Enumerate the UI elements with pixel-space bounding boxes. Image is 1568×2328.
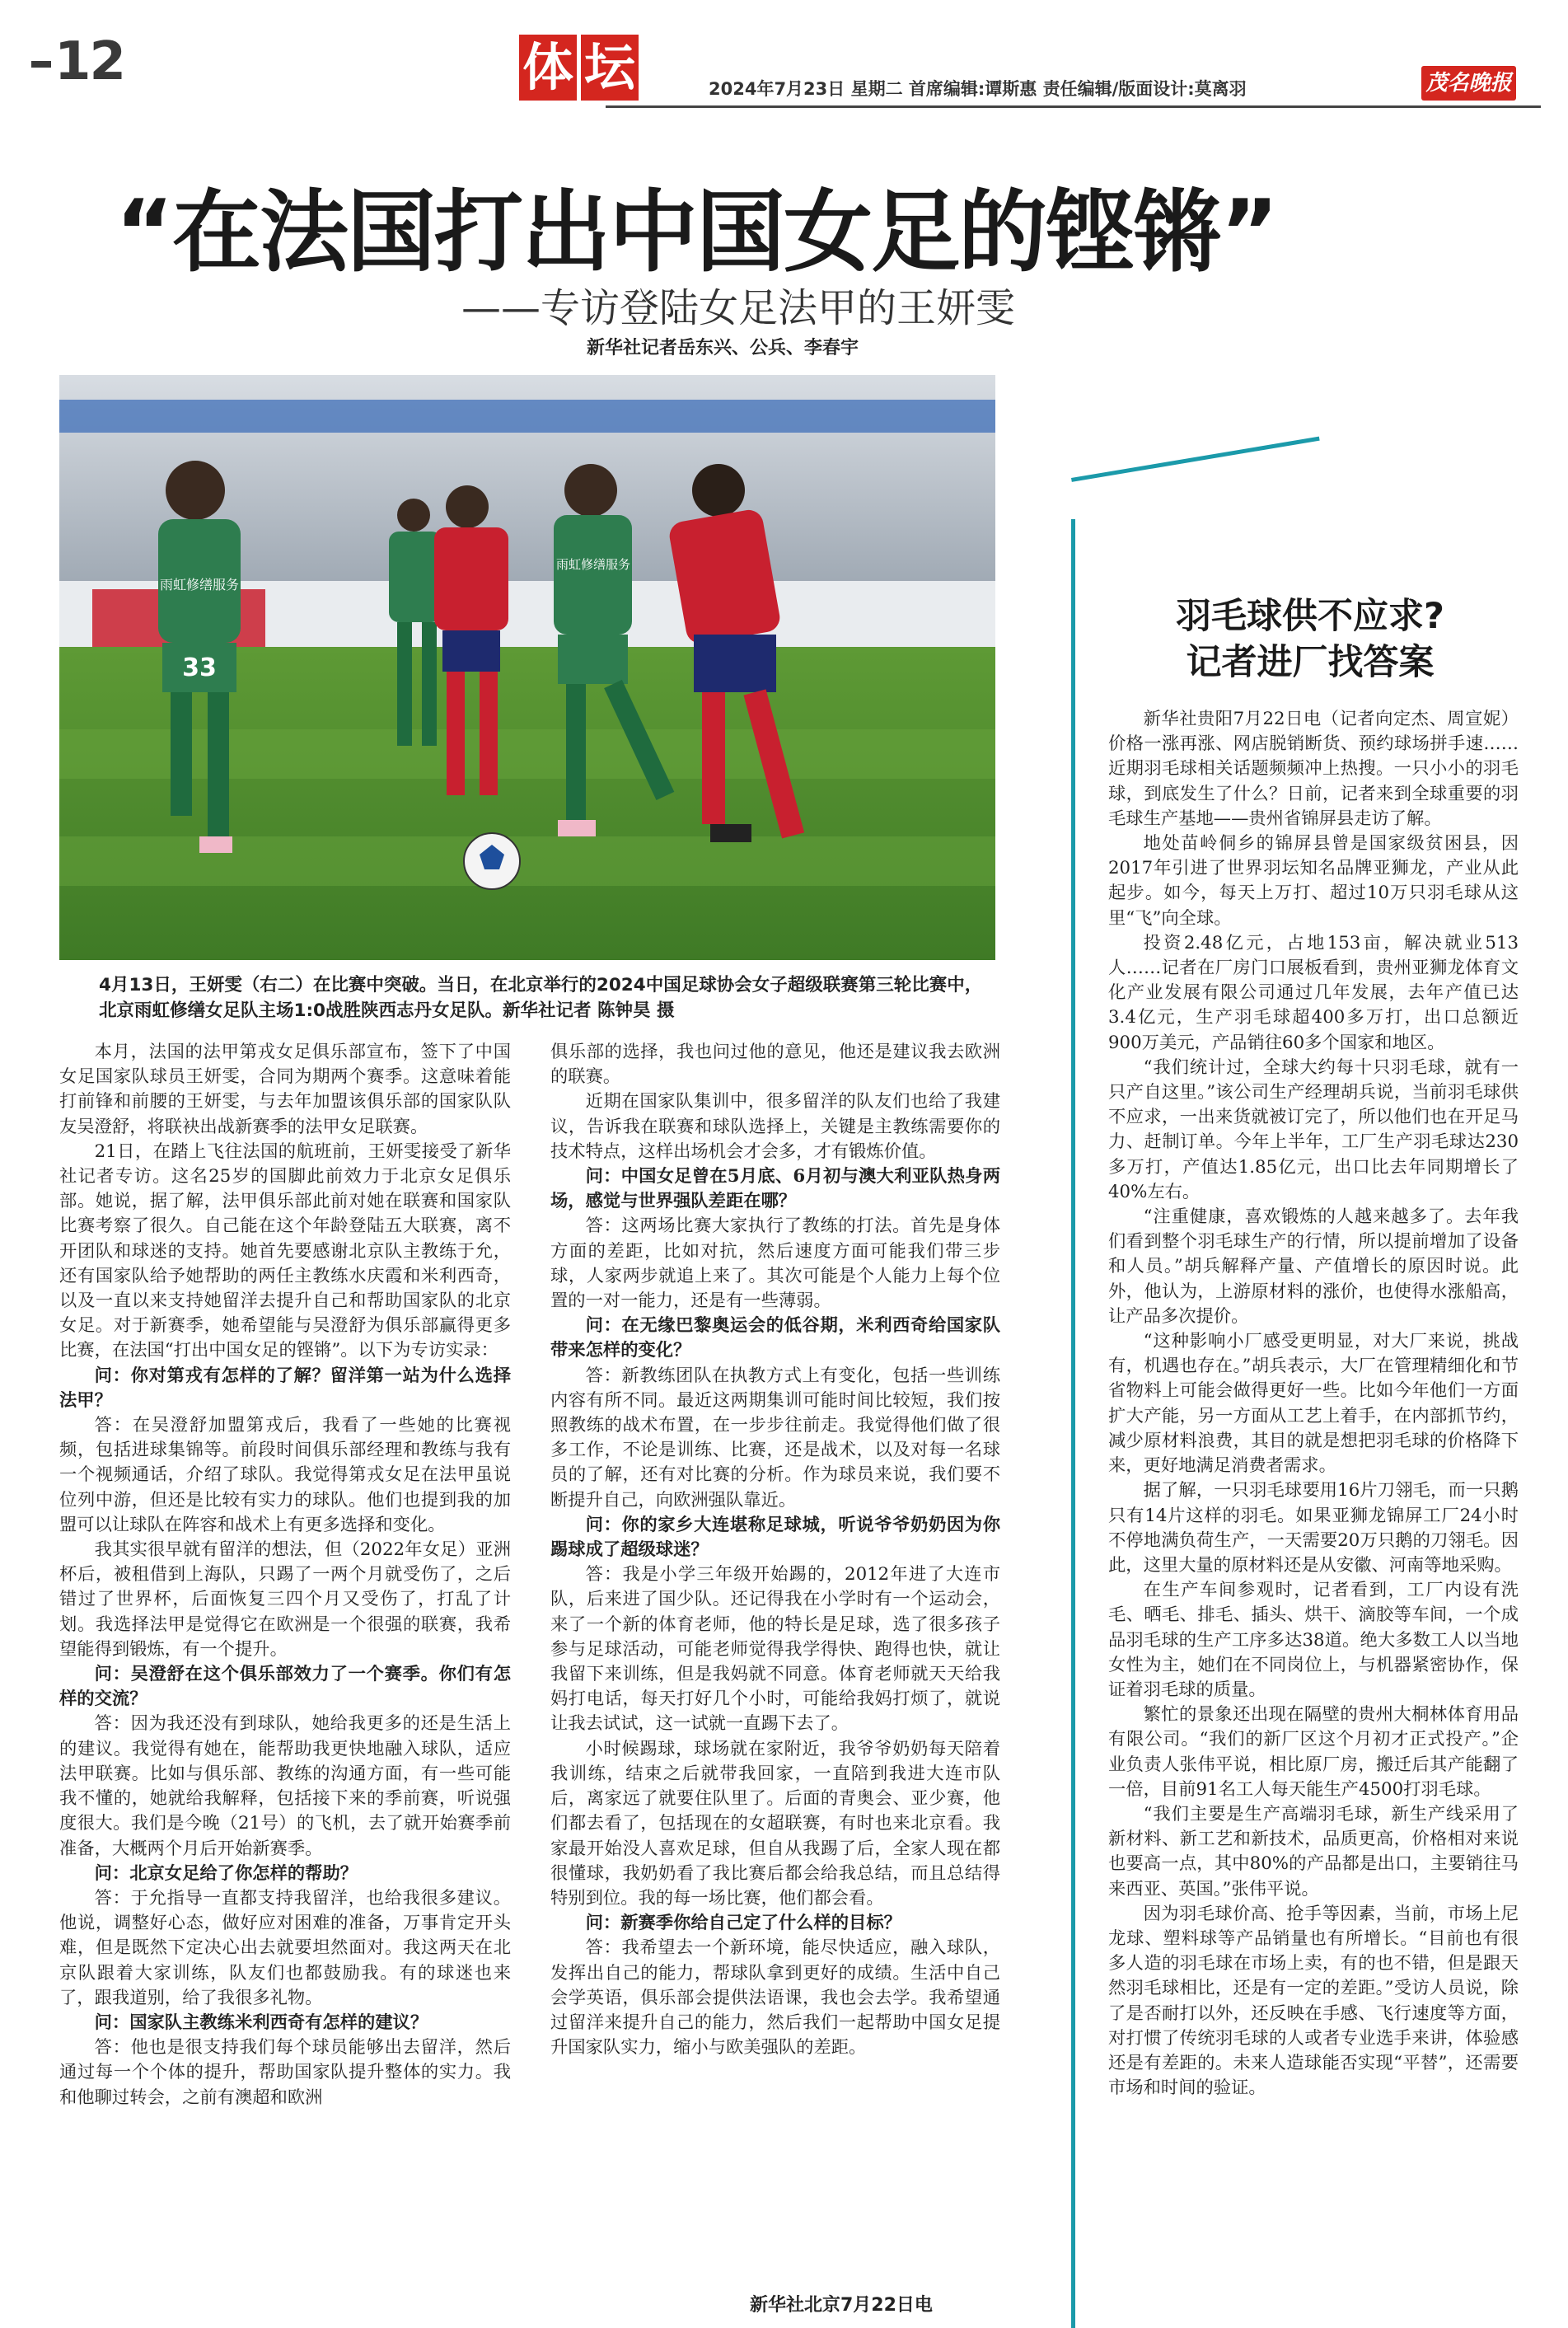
football [464,833,520,889]
paragraph: 投资2.48亿元，占地153亩，解决就业513人……记者在厂房门口展板看到，贵州亚狮龙体育文化产业发展有限公司通过几年发展，去年产值已达3.4亿元，生产羽毛球超400多万打，出口总额近900万美元，产品销往60多个国家和地区。 [1108,932,1519,1053]
page-number: 12 [31,31,124,92]
article-column-2 [550,1040,1000,2060]
masthead-logo: 茂名晚报 [1421,66,1516,101]
answer: 答：他也是很支持我们每个球员能够出去留洋，然后通过每一个个体的提升，帮助国家队提升整体的实力。我和他聊过转会，之前有澳超和欧洲 [59,2037,511,2108]
sidebar-headline [1096,593,1524,686]
article-column-1 [59,1040,511,2110]
answer: 答：新教练团队在执教方式上有变化，包括一些训练内容有所不同。最近这两期集训可能时间比较短，我们按照教练的战术布置，在一步步往前走。我觉得他们做了很多工作，不论是训练、比赛，还是战术，以及对每一名球员的了解，还有对比赛的分析。作为球员来说，我们要不断提升自己，向欧洲强队靠近。 [550,1365,1000,1511]
answer: 答：这两场比赛大家执行了教练的打法。首先是身体方面的差距，比如对抗，然后速度方面可能我们带三步球，人家两步就追上来了。其次可能是个人能力上每个位置的一对一能力，还是有一些薄弱。 [550,1216,1000,1312]
article-subtitle: ——专访登陆女足法甲的王妍雯 [461,285,1016,331]
match-photo [59,375,995,960]
sidebar-accent-line-vertical [1071,519,1075,2328]
question: 问：北京女足给了你怎样的帮助？ [94,1862,358,1884]
svg-text:33: 33 [182,653,217,682]
paragraph: 本月，法国的法甲第戎女足俱乐部宣布，签下了中国女足国家队球员王妍雯，合同为期两个赛季。这意味着能打前锋和前腰的王妍雯，与去年加盟该俱乐部的国家队队友吴澄舒，将联袂出战新赛季的法甲女足联赛。 [59,1042,511,1137]
paragraph: 21日，在踏上飞往法国的航班前，王妍雯接受了新华社记者专访。这名25岁的国脚此前效力于北京女足俱乐部。她说，据了解，法甲俱乐部此前对她在联赛和国家队比赛考察了很久。自己能在这个年龄登陆五大联赛，离不开团队和球迷的支持。她首先要感谢北京队主教练于允，还有国家队给予她帮助的两任主教练水庆霞和米利西奇，以及一直以来支持她留洋去提升自己和帮助国家队的北京女足。对于新赛季，她希望能与吴澄舒为俱乐部赢得更多比赛，在法国“打出中国女足的铿锵”。以下为专访实录： [59,1141,511,1361]
question: 问：国家队主教练米利西奇有怎样的建议？ [94,2012,428,2033]
header-info-line: 2024年7月23日 星期二 首席编辑:谭斯惠 责任编辑/版面设计:莫离羽 [709,79,1247,99]
question: 问：中国女足曾在5月底、6月初与澳大利亚队热身两场，感觉与世界强队差距在哪？ [550,1166,1000,1212]
answer: 答：我是小学三年级开始踢的，2012年进了大连市队，后来进了国少队。还记得我在小学时有一个运动会，来了一个新的体育老师，他的特长是足球，选了很多孩子参与足球活动，可能老师觉得我学得快、跑得也快，就让我留下来训练，但是我妈就不同意。体育老师就天天给我妈打电话，每天打好几个小时，可能给我妈打烦了，就说让我去试试，这一试就一直踢下去了。 [550,1564,1000,1735]
paragraph: “我们统计过，全球大约每十只羽毛球，就有一只产自这里。”该公司生产经理胡兵说，当前羽毛球供不应求，一出来货就被订完了，所以他们也在开足马力、赶制订单。今年上半年，工厂生产羽毛球达230多万打，产值达1.85亿元，出口比去年同期增长了40%左右。 [1108,1056,1519,1202]
sidebar-accent-line-diagonal [1071,437,1320,482]
paragraph: 因为羽毛球价高、抢手等因素，当前，市场上尼龙球、塑料球等产品销量也有所增长。“目前也有很多人造的羽毛球在市场上卖，有的也不错，但是跟天然羽毛球相比，还是有一定的差距。”受访人员说，除了是否耐打以外，还反映在手感、飞行速度等方面，对打惯了传统羽毛球的人或者专业选手来讲，体验感还是有差距的。未来人造球能否实现“平替”，还需要市场和时间的验证。 [1108,1903,1519,2099]
answer: 答：于允指导一直都支持我留洋，也给我很多建议。他说，调整好心态，做好应对困难的准备，万事肯定开头难，但是既然下定决心出去就要坦然面对。我这两天在北京队跟着大家训练，队友们也都鼓励我。有的球迷也来了，跟我道别，给了我很多礼物。 [59,1887,511,2008]
question: 问：在无缘巴黎奥运会的低谷期，米利西奇给国家队带来怎样的变化？ [550,1315,1000,1361]
paragraph: 我其实很早就有留洋的想法，但（2022年女足）亚洲杯后，被租借到上海队，只踢了一两个月就受伤了，之后错过了世界杯，后面恢复三四个月又受伤了，打乱了计划。我选择法甲是觉得它在欧洲是一个很强的联赛，我希望能得到锻炼，有一个提升。 [59,1539,511,1660]
question: 问：新赛季你给自己定了什么样的目标？ [585,1913,901,1934]
svg-text:雨虹修缮服务: 雨虹修缮服务 [555,557,631,572]
match-photo-illustration [59,375,995,960]
section-label-char-1: 体 [519,35,577,101]
sidebar-headline-line-2: 记者进厂找答案 [1186,642,1435,683]
paragraph: 在生产车间参观时，记者看到，工厂内设有洗毛、晒毛、排毛、插头、烘干、滴胶等车间，一个成品羽毛球的生产工序多达38道。绝大多数工人以当地女性为主，她们在不同岗位上，与机器紧密协作，保证着羽毛球的质量。 [1108,1580,1519,1700]
paragraph: 据了解，一只羽毛球要用16片刀翎毛，而一只鹅只有14片这样的羽毛。如果亚狮龙锦屏工厂24小时不停地满负荷生产，一天需要20万只鹅的刀翎毛。因此，这里大量的原材料还是从安徽、河南等地采购。 [1108,1480,1519,1576]
paragraph: 近期在国家队集训中，很多留洋的队友们也给了我建议，告诉我在联赛和球队选择上，关键是主教练需要你的技术特点，这样出场机会才会多，才有锻炼价值。 [550,1091,1000,1162]
answer: 答：我希望去一个新环境，能尽快适应，融入球队，发挥出自己的能力，帮球队拿到更好的成绩。生活中自己会学英语，俱乐部会提供法语课，我也会去学。我希望通过留洋来提升自己的能力，然后我们一起帮助中国女足提升国家队实力，缩小与欧美强队的差距。 [550,1937,1000,2059]
svg-text:雨虹修缮服务: 雨虹修缮服务 [159,577,240,593]
paragraph: 繁忙的景象还出现在隔壁的贵州大桐林体育用品有限公司。“我们的新厂区这个月初才正式投产。”企业负责人张伟平说，相比原厂房，搬迁后其产能翻了一倍，目前91名工人每天能生产4500打羽毛球。 [1108,1704,1519,1800]
question: 问：你的家乡大连堪称足球城，听说爷爷奶奶因为你踢球成了超级球迷？ [550,1514,1000,1561]
sidebar-article-body [1108,707,1519,2101]
answer: 答：在吴澄舒加盟第戎后，我看了一些她的比赛视频，包括进球集锦等。前段时间俱乐部经理和教练与我有一个视频通话，介绍了球队。我觉得第戎女足在法甲虽说位列中游，但还是比较有实力的球队。他们也提到我的加盟可以让球队在阵容和战术上有更多选择和变化。 [59,1415,511,1535]
paragraph: 小时候踢球，球场就在家附近，我爷爷奶奶每天陪着我训练，结束之后就带我回家，一直陪到我进大连市队后，离家远了就要住队里了。后面的青奥会、亚少赛，他们都去看了，包括现在的女超联赛，有时也来北京看。我家最开始没人喜欢足球，但自从我踢了后，全家人现在都很懂球，我奶奶看了我比赛后都会给我总结，而且总结得特别到位。我的每一场比赛，他们都会看。 [550,1738,1000,1909]
article-dateline: 新华社北京7月22日电 [750,2295,933,2316]
article-headline: “在法国打出中国女足的铿锵” [115,181,1277,284]
header-rule [606,105,1541,108]
answer: 答：因为我还没有到球队，她给我更多的还是生活上的建议。我觉得有她在，能帮助我更快地融入球队，适应法甲联赛。比如与俱乐部、教练的沟通方面，有一些可能我不懂的，她就给我解释，包括接下来的季前赛，听说强度很大。我们是今晚（21号）的飞机，去了就开始赛季前准备，大概两个月后开始新赛季。 [59,1713,511,1859]
paragraph: “我们主要是生产高端羽毛球，新生产线采用了新材料、新工艺和新技术，品质更高，价格相对来说也要高一点，其中80%的产品都是出口，主要销往马来西亚、英国。”张伟平说。 [1108,1803,1519,1899]
paragraph: “注重健康，喜欢锻炼的人越来越多了。去年我们看到整个羽毛球生产的行情，所以提前增加了设备和人员。”胡兵解释产量、产值增长的原因时说。此外，他认为，上游原材料的涨价，也使得水涨船高，让产品多次提价。 [1108,1206,1519,1327]
paragraph: 新华社贵阳7月22日电（记者向定杰、周宣妮）价格一涨再涨、网店脱销断货、预约球场拼手速……近期羽毛球相关话题频频冲上热搜。一只小小的羽毛球，到底发生了什么？日前，记者来到全球重要的羽毛球生产基地——贵州省锦屏县走访了解。 [1108,709,1519,829]
sidebar-headline-line-1: 羽毛球供不应求? [1176,596,1444,637]
article-byline: 新华社记者岳东兴、公兵、李春宇 [587,338,859,358]
photo-caption: 4月13日，王妍雯（右二）在比赛中突破。当日，在北京举行的2024中国足球协会女子超级联赛第三轮比赛中，北京雨虹修缮女足队主场1:0战胜陕西志丹女足队。新华社记者 陈钟昊 摄 [99,975,983,1021]
paragraph: 俱乐部的选择，我也问过他的意见，他还是建议我去欧洲的联赛。 [550,1042,1000,1088]
paragraph: 地处苗岭侗乡的锦屏县曾是国家级贫困县，因2017年引进了世界羽坛知名品牌亚狮龙，产业从此起步。如今，每天上万打、超过10万只羽毛球从这里“飞”向全球。 [1108,833,1519,929]
section-label-char-2: 坛 [581,35,639,101]
question: 问：你对第戎有怎样的了解？留洋第一站为什么选择法甲？ [59,1365,511,1411]
paragraph: “这种影响小厂感受更明显，对大厂来说，挑战有，机遇也存在。”胡兵表示，大厂在管理精细化和节省物料上可能会做得更好一些。比如今年他们一方面扩大产能，另一方面从工艺上着手，在内部抓节约，减少原材料浪费，其目的就是想把羽毛球的价格降下来，更好地满足消费者需求。 [1108,1331,1519,1477]
question: 问：吴澄舒在这个俱乐部效力了一个赛季。你们有怎样的交流？ [59,1664,511,1710]
